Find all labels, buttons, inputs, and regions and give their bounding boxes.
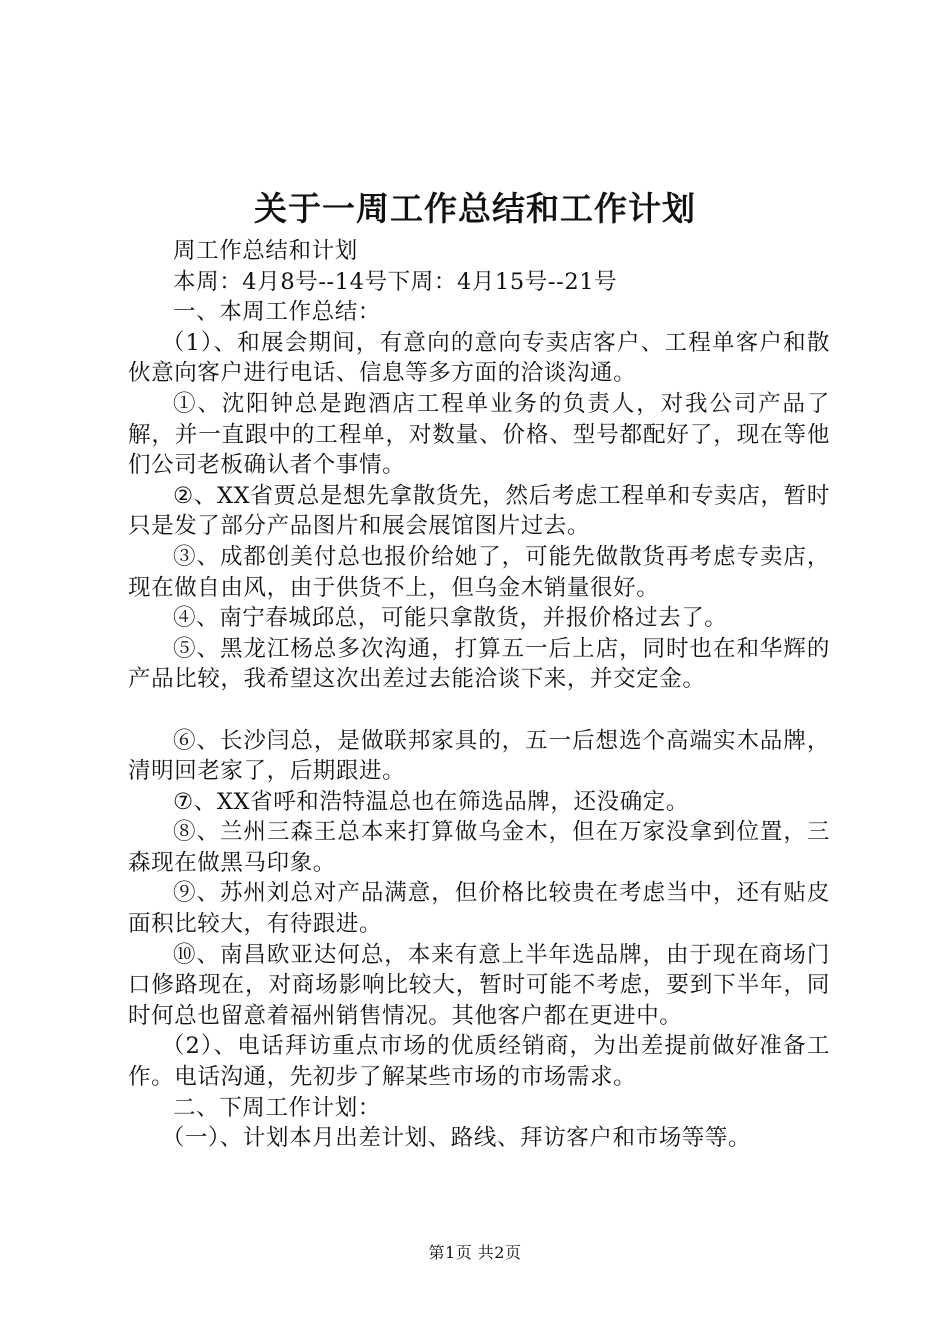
paragraph-plan-1: （一）、计划本月出差计划、路线、拜访客户和市场等等。	[161, 1125, 752, 1152]
document-body	[128, 236, 830, 1154]
paragraph-client-5: ⑤、黑龙江杨总多次沟通，打算五一后上店，同时也在和华辉的产品比较，我希望这次出差过去能洽谈下来，并交定金。	[128, 635, 830, 693]
section-heading-summary: 一、本周工作总结：	[173, 299, 381, 326]
paragraph-client-3: ③、成都创美付总也报价给她了，可能先做散货再考虑专卖店，现在做自由风，由于供货不上，但乌金木销量很好。	[128, 543, 830, 601]
document-title: 关于一周工作总结和工作计划	[254, 189, 696, 228]
paragraph-client-9: ⑨、苏州刘总对产品满意，但价格比较贵在考虑当中，还有贴皮面积比较大，有待跟进。	[128, 880, 830, 938]
paragraph-item-1: （1）、和展会期间，有意向的意向专卖店客户、工程单客户和散伙意向客户进行电话、信息等多方面的洽谈沟通。	[128, 329, 830, 387]
paragraph-subtitle: 周工作总结和计划	[173, 238, 358, 264]
section-heading-plan: 二、下周工作计划：	[173, 1094, 381, 1121]
paragraph-client-7: ⑦、XX省呼和浩特温总也在筛选品牌，还没确定。	[173, 788, 690, 815]
paragraph-client-10: ⑩、南昌欧亚达何总，本来有意上半年选品牌，由于现在商场门口修路现在，对商场影响比较大，暂时可能不考虑，要到下半年，同时何总也留意着福州销售情况。其他客户都在更进中。	[128, 941, 830, 1029]
paragraph-client-2: ②、XX省贾总是想先拿散货先，然后考虑工程单和专卖店，暂时只是发了部分产品图片和展会展馆图片过去。	[128, 482, 830, 540]
paragraph-period: 本周：4月8号--14号下周：4月15号--21号	[173, 268, 618, 295]
paragraph-client-1: ①、沈阳钟总是跑酒店工程单业务的负责人，对我公司产品了解，并一直跟中的工程单，对数量、价格、型号都配好了，现在等他们公司老板确认者个事情。	[128, 390, 830, 479]
paragraph-client-8: ⑧、兰州三森王总本来打算做乌金木，但在万家没拿到位置，三森现在做黑马印象。	[128, 819, 830, 876]
blank-line	[128, 695, 830, 726]
paragraph-client-6: ⑥、长沙闫总，是做联邦家具的，五一后想选个高端实木品牌，清明回老家了，后期跟进。	[128, 727, 830, 785]
paragraph-item-2: （2）、电话拜访重点市场的优质经销商，为出差提前做好准备工作。电话沟通，先初步了解某些市场的市场需求。	[128, 1033, 830, 1091]
paragraph-client-4: ④、南宁春城邱总，可能只拿散货，并报价格过去了。	[173, 605, 728, 632]
page-footer: 第1页 共2页	[428, 1243, 522, 1262]
